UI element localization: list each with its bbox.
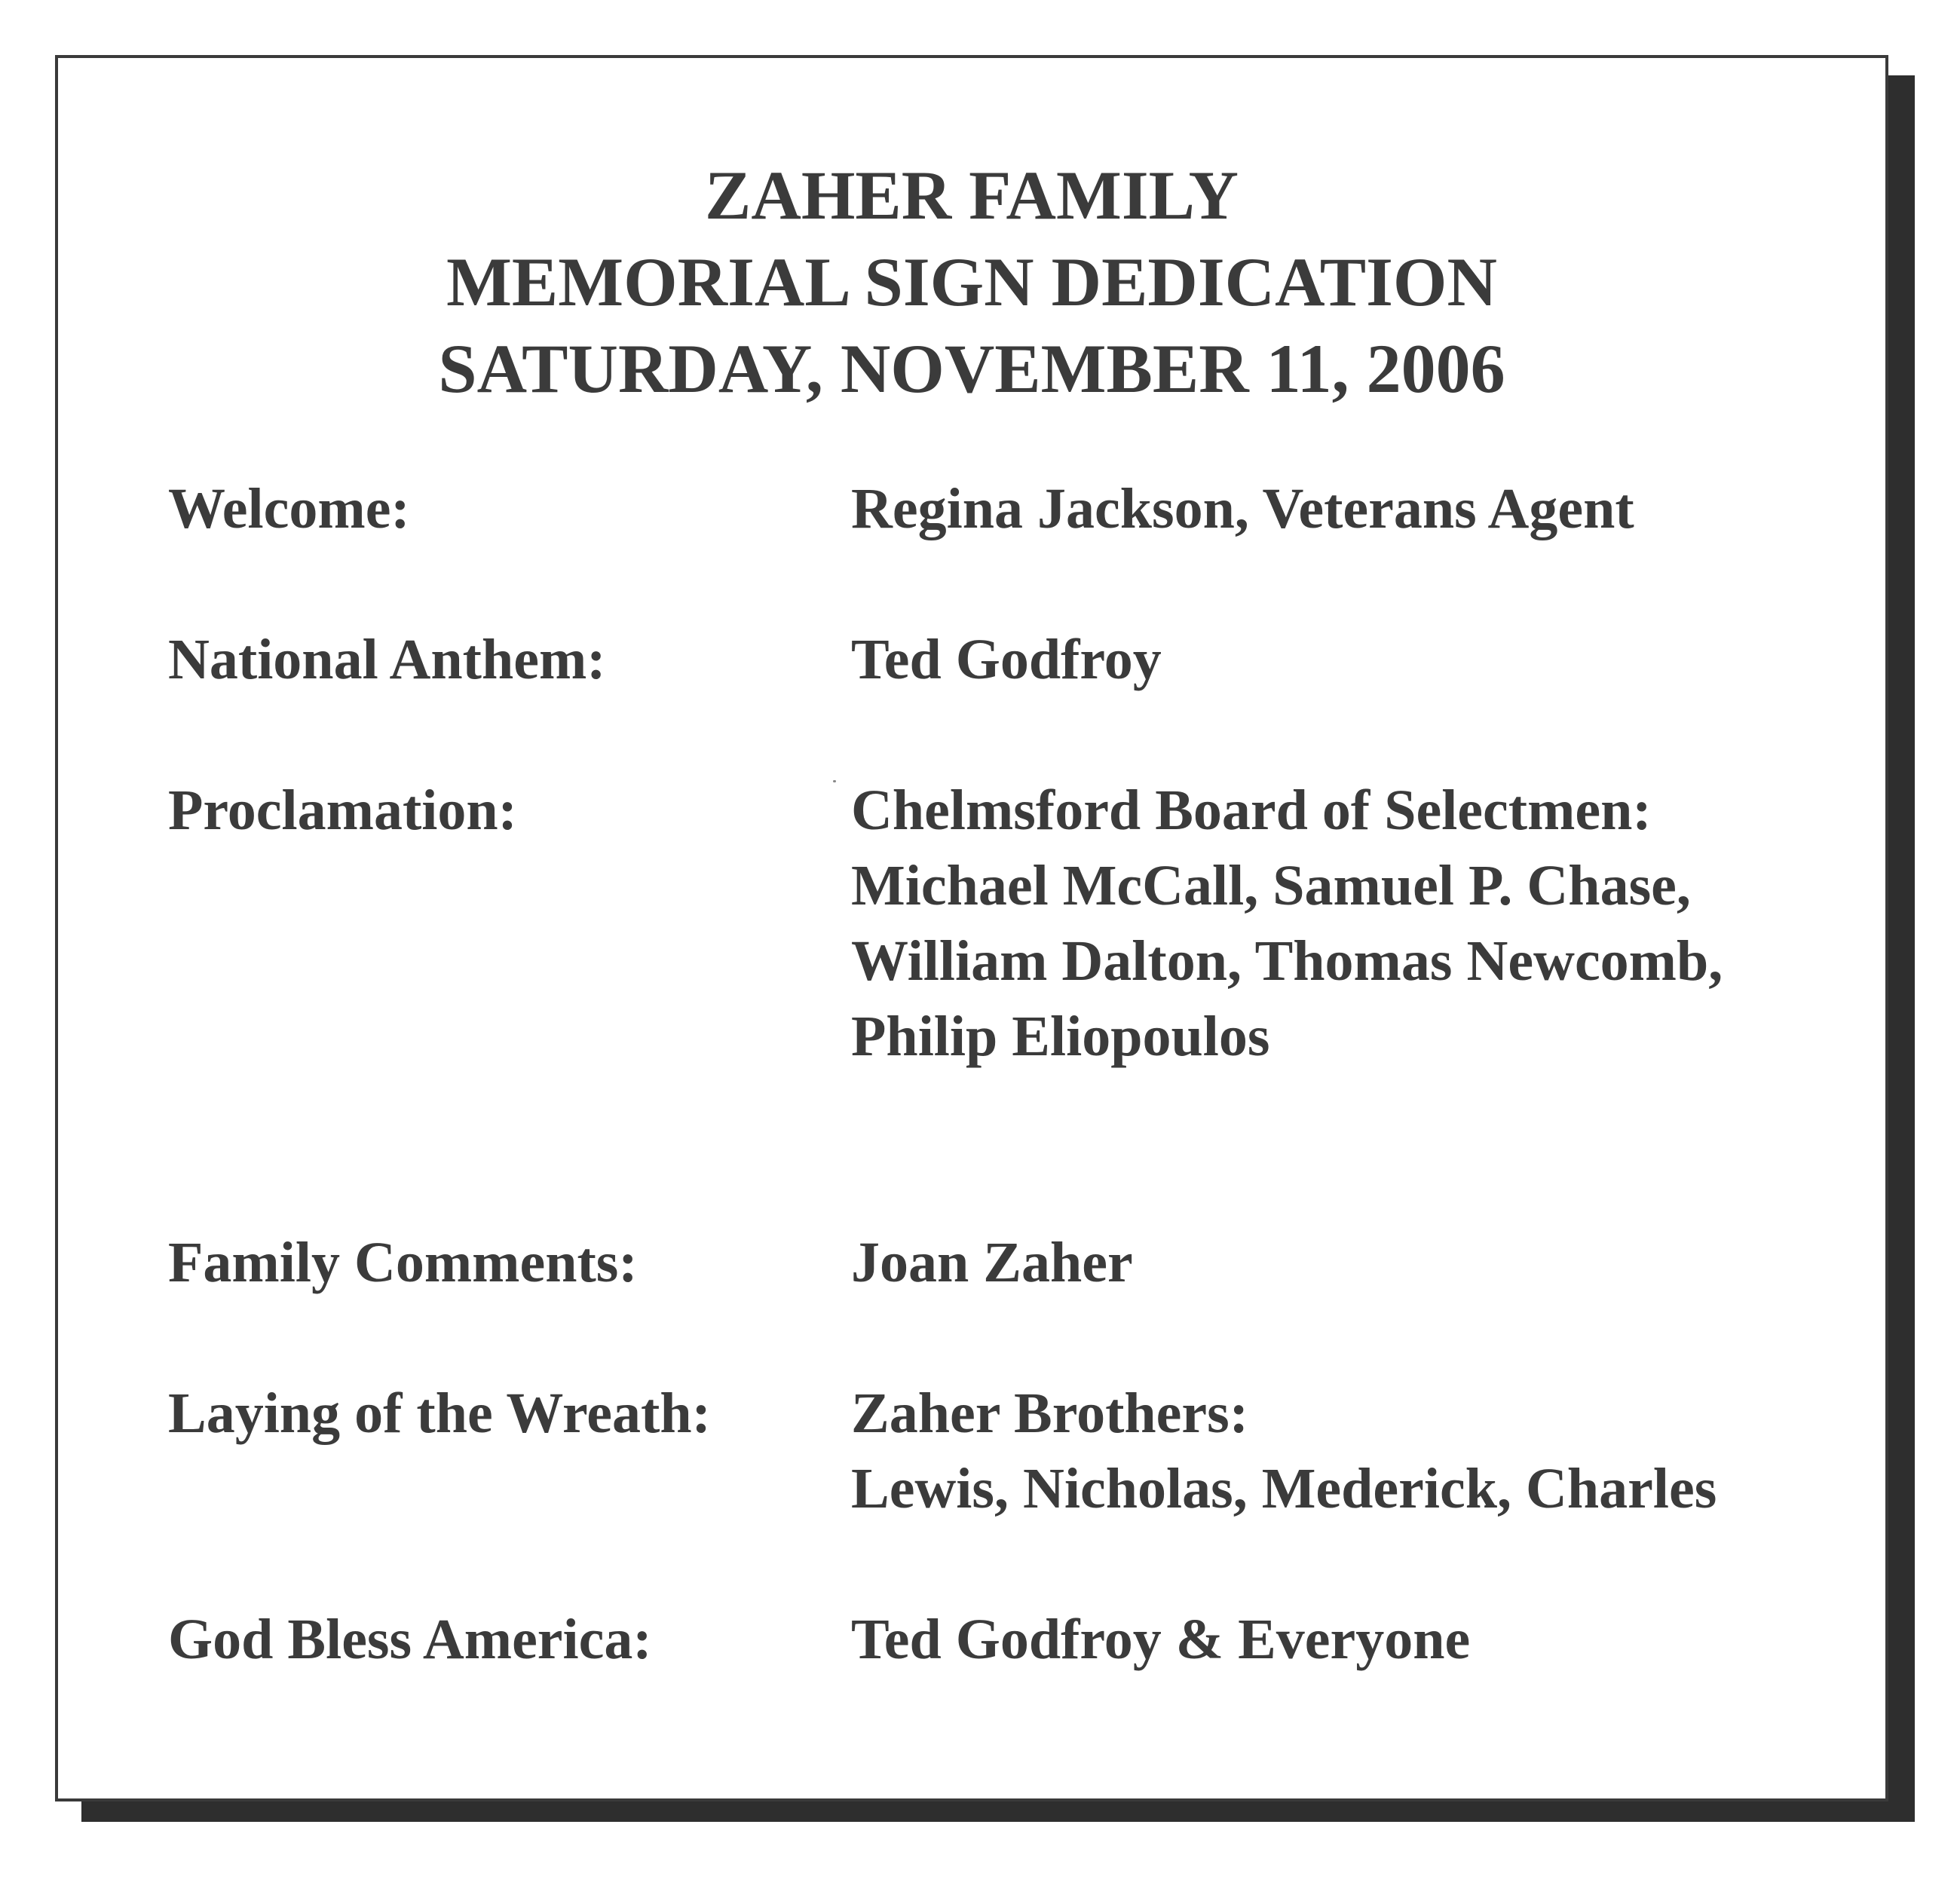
proclamation-line: Michael McCall, Samuel P. Chase, xyxy=(851,854,1691,917)
proclamation-line: William Dalton, Thomas Newcomb, xyxy=(851,929,1723,993)
wreath-label: Laying of the Wreath: xyxy=(168,1382,711,1445)
proclamation-line: Chelmsford Board of Selectmen: xyxy=(851,779,1652,842)
wreath-line: Lewis, Nicholas, Mederick, Charles xyxy=(851,1457,1717,1520)
proclamation-line: Philip Eliopoulos xyxy=(851,1005,1270,1068)
god-bless-value: Ted Godfroy & Everyone xyxy=(851,1608,1471,1671)
anthem-value: Ted Godfroy xyxy=(851,628,1162,691)
title-family: ZAHER FAMILY xyxy=(705,157,1239,234)
title-date: SATURDAY, NOVEMBER 11, 2006 xyxy=(438,330,1505,407)
scan-speck xyxy=(833,780,836,782)
welcome-label: Welcome: xyxy=(168,477,410,540)
program-card xyxy=(55,55,1888,1801)
event-title xyxy=(58,152,1885,412)
title-event: MEMORIAL SIGN DEDICATION xyxy=(446,243,1497,320)
welcome-value: Regina Jackson, Veterans Agent xyxy=(851,477,1634,540)
family-comments-label: Family Comments: xyxy=(168,1231,638,1294)
proclamation-value xyxy=(851,773,1723,1074)
anthem-label: National Anthem: xyxy=(168,628,606,691)
family-comments-value: Joan Zaher xyxy=(851,1231,1133,1294)
proclamation-label: Proclamation: xyxy=(168,779,517,842)
wreath-line: Zaher Brothers: xyxy=(851,1382,1249,1445)
god-bless-label: God Bless America: xyxy=(168,1608,652,1671)
wreath-value xyxy=(851,1376,1717,1526)
